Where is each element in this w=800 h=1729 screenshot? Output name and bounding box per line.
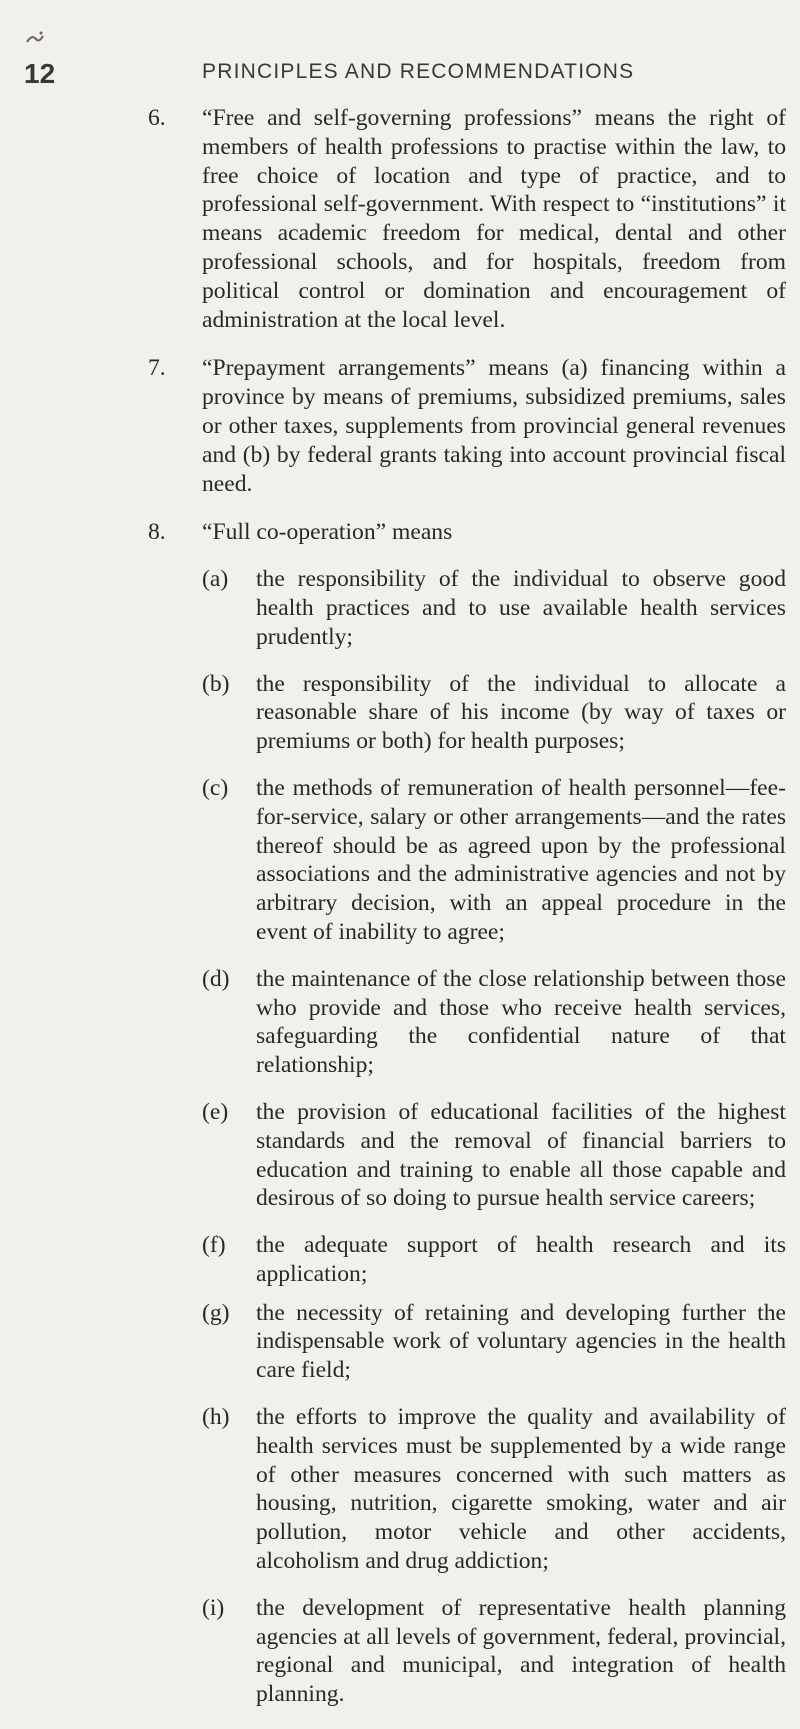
subitem-letter: (f)	[202, 1232, 226, 1259]
subitem-text: the provision of educational facilities of the highest standards and the removal of financial barriers to education and training to enable all those capable and desirous of so doing to pursue health service careers;	[256, 1098, 786, 1212]
subitem-letter: (e)	[202, 1098, 229, 1125]
subitem-letter: (b)	[202, 670, 230, 697]
subitem-letter: (c)	[202, 774, 229, 801]
paragraph-text: “Prepayment arrangements” means (a) financing within a province by means of premiums, subsidized premiums, sales or other taxes, supplements from provincial general revenues and (b) by federal grants taking into account provincial fiscal need.	[202, 355, 786, 497]
subitem-letter: (i)	[202, 1594, 225, 1621]
ink-smudge-mark	[24, 30, 46, 46]
subitem-letter: (h)	[202, 1404, 230, 1431]
subitem-g	[202, 1299, 786, 1385]
paragraph-text: “Full co-operation” means	[202, 519, 453, 546]
document-body	[148, 104, 786, 1729]
paragraph-text: “Free and self-governing professions” means the right of members of health professions to practise within the law, to free choice of location and type of practice, and to professional self-government. With respect to “institutions” it means academic freedom for medical, dental and other professional schools, and for hospitals, freedom from political control or domination and encouragement of administration at the local level.	[202, 105, 786, 333]
subitem-letter: (g)	[202, 1299, 230, 1326]
subitem-text: the responsibility of the individual to allocate a reasonable share of his income (by way of taxes or premiums or both) for health purposes;	[256, 670, 786, 755]
subitem-i	[202, 1594, 786, 1709]
subitem-text: the maintenance of the close relationship between those who provide and those who receive health services, safeguarding the confidential nature of that relationship;	[256, 965, 786, 1079]
page-number: 12	[24, 58, 56, 89]
subitem-letter: (a)	[202, 566, 229, 593]
subitem-e	[202, 1098, 786, 1213]
subitem-h	[202, 1403, 786, 1576]
paragraph-8	[148, 518, 786, 1709]
subitem-f	[202, 1231, 786, 1289]
subitem-text: the adequate support of health research and its application;	[256, 1232, 786, 1287]
subitem-text: the necessity of retaining and developing further the indispensable work of voluntary agencies in the health care field;	[256, 1299, 786, 1384]
paragraph-number: 6.	[148, 105, 166, 131]
subitem-c	[202, 774, 786, 947]
paragraph-number: 8.	[148, 519, 166, 546]
subitem-text: the methods of remuneration of health personnel—fee-for-service, salary or other arrangements—and the rates thereof should be as agreed upon by the professional associations and the administrative agencies and not by arbitrary decision, with an appeal procedure in the event of inability to agree;	[256, 774, 786, 945]
paragraph-7	[148, 354, 786, 498]
running-head: PRINCIPLES AND RECOMMENDATIONS	[202, 60, 635, 83]
subitem-letter: (d)	[202, 965, 230, 992]
subitem-text: the efforts to improve the quality and availability of health services must be supplemented by a wide range of other measures concerned with such matters as housing, nutrition, cigarette smoking, water and air pollution, motor vehicle and other accidents, alcoholism and drug addiction;	[256, 1404, 786, 1575]
subitem-a	[202, 565, 786, 651]
subitem-text: the development of representative health planning agencies at all levels of government, federal, provincial, regional and municipal, and integration of health planning.	[256, 1594, 786, 1708]
subitem-text: the responsibility of the individual to observe good health practices and to use available health services prudently;	[256, 566, 786, 650]
subitem-b	[202, 670, 786, 756]
paragraph-number: 7.	[148, 355, 166, 382]
subitem-d	[202, 965, 786, 1080]
paragraph-6	[148, 104, 786, 334]
